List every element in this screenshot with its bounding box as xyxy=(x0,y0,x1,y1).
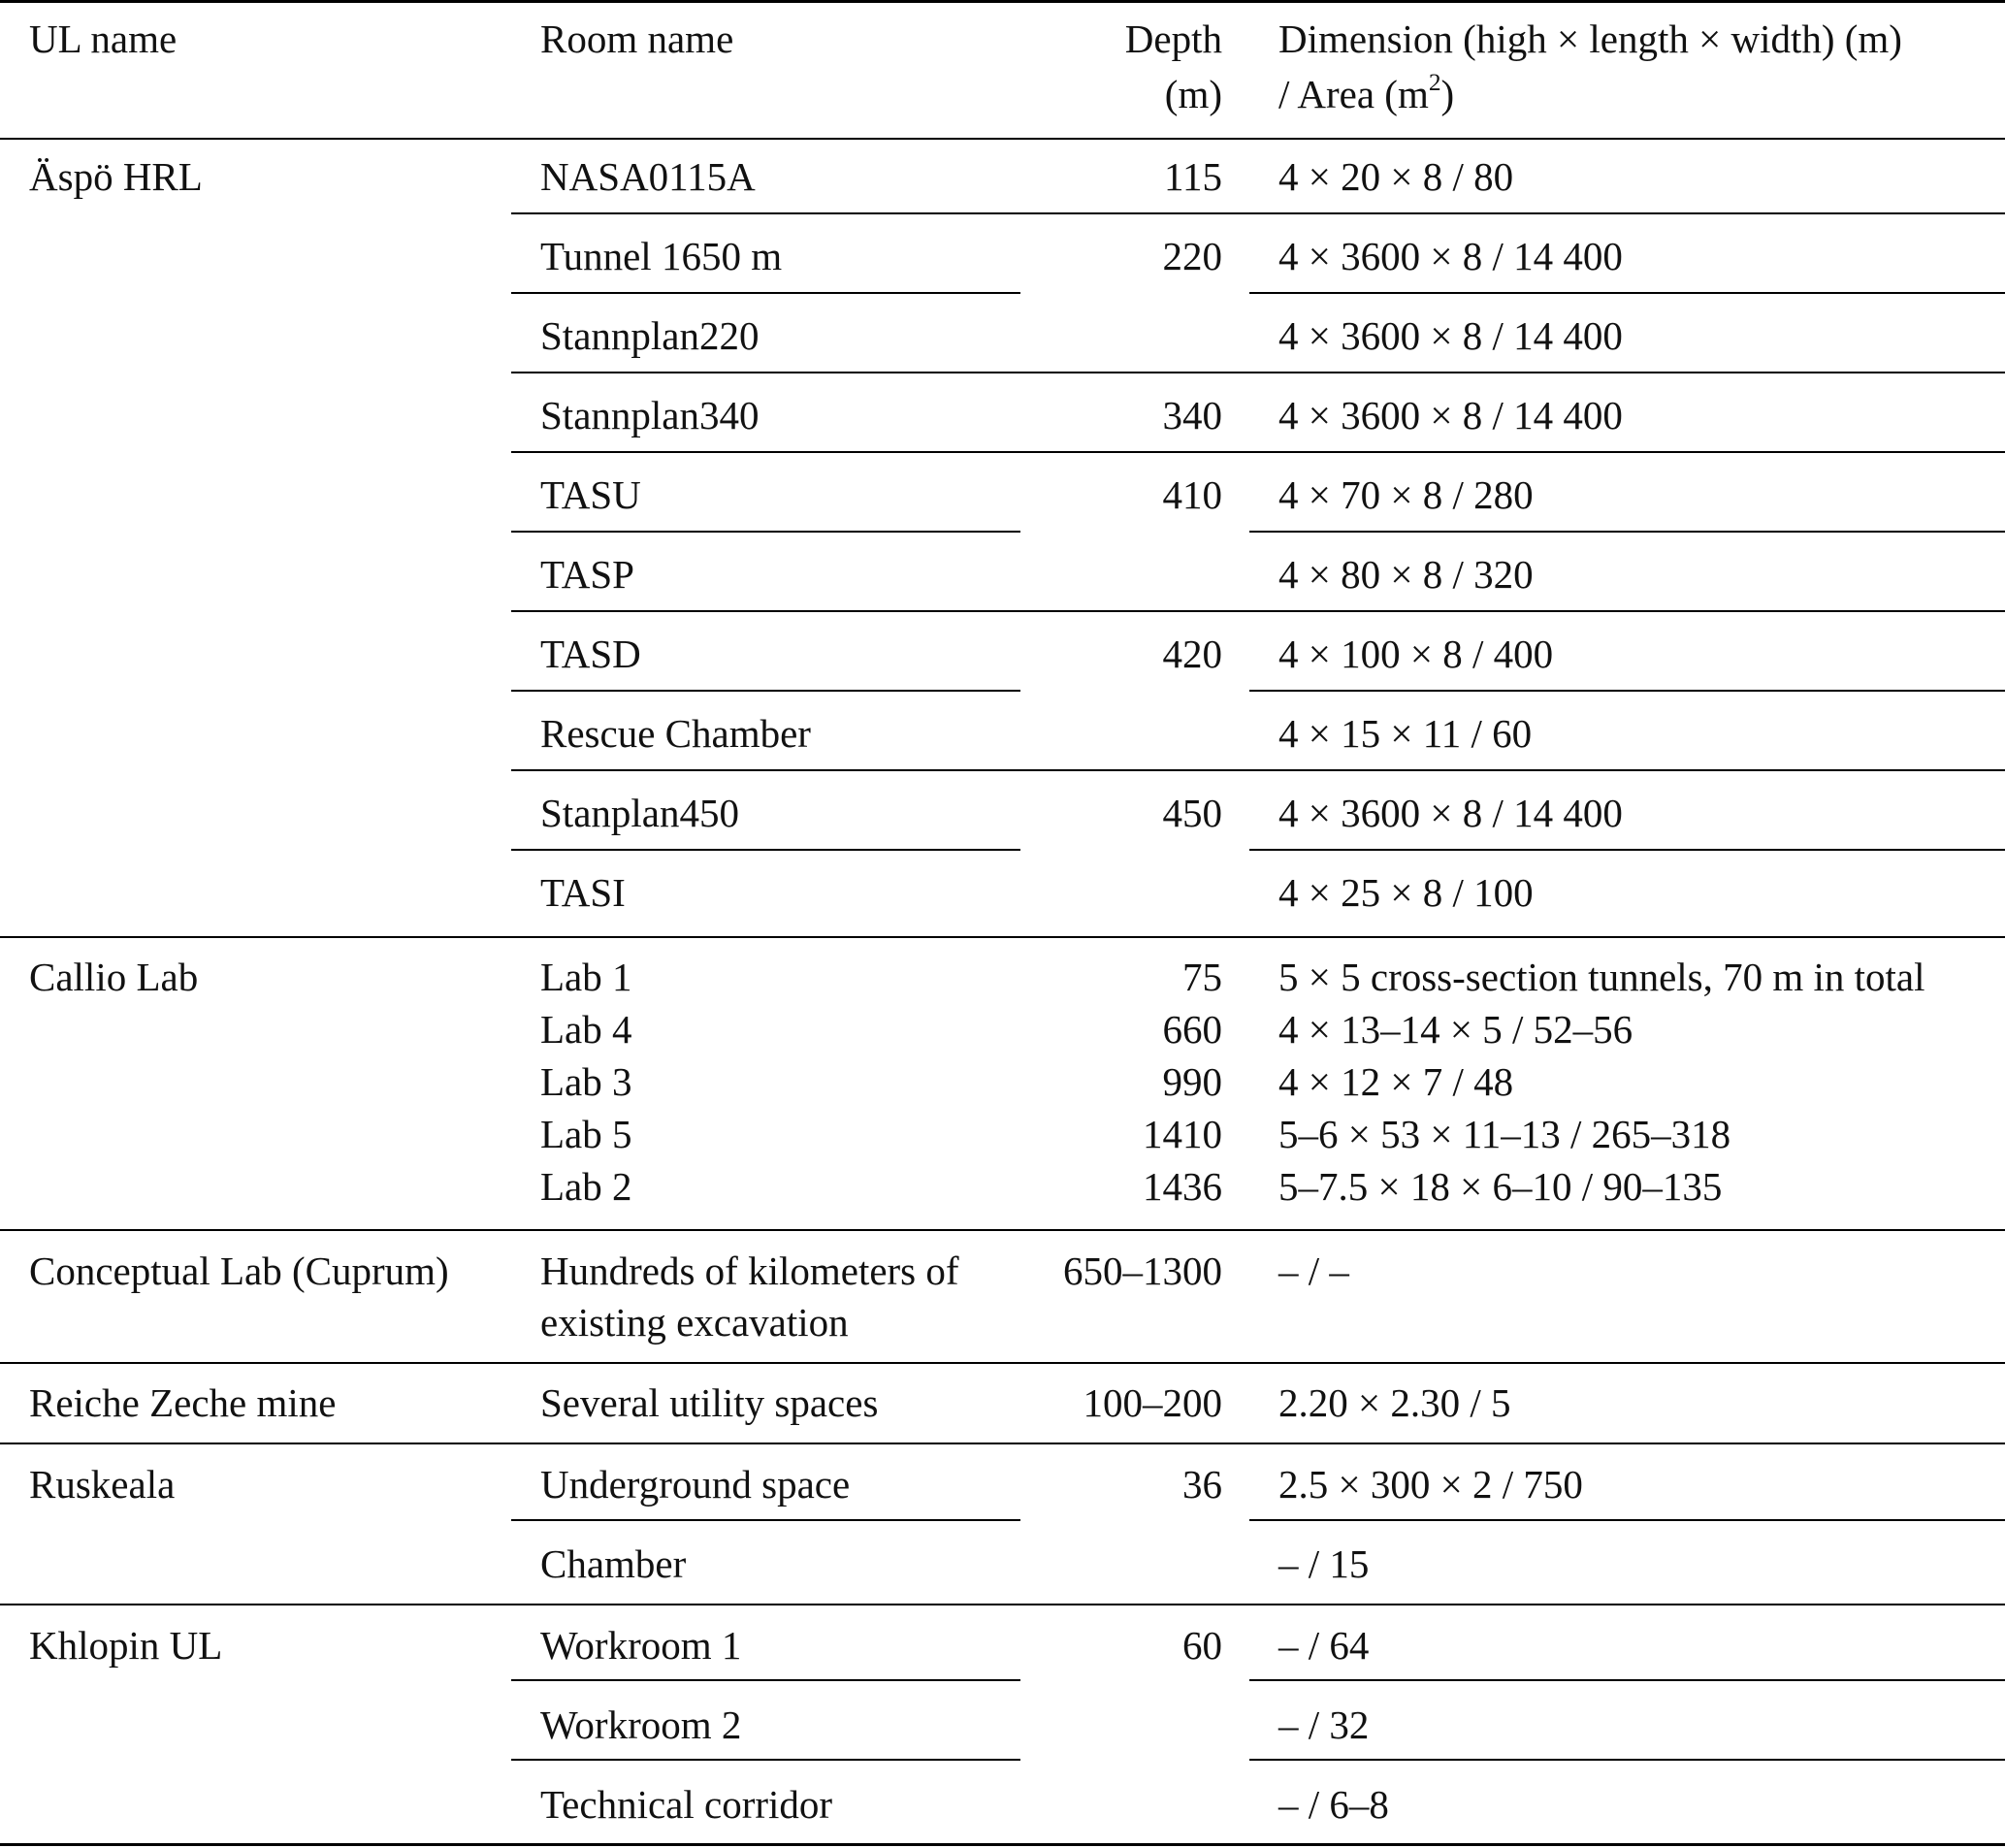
room-name: Workroom 1 xyxy=(540,1623,742,1668)
row-rule-partial xyxy=(511,1759,1020,1761)
header-depth-line2: (m) xyxy=(1164,72,1222,116)
room-name: Lab 4 xyxy=(540,1007,632,1052)
depth-value: 75 xyxy=(1182,955,1222,999)
row-rule-partial xyxy=(511,690,1020,692)
room-name: Lab 1 xyxy=(540,955,632,999)
room-name: Underground space xyxy=(540,1462,851,1507)
dimension-value: 4 × 13–14 × 5 / 52–56 xyxy=(1278,1007,1633,1052)
depth-value: 220 xyxy=(1162,234,1222,278)
room-name-line2: existing excavation xyxy=(540,1300,849,1345)
dimension-value: 4 × 12 × 7 / 48 xyxy=(1278,1059,1514,1104)
room-name: Lab 5 xyxy=(540,1112,632,1156)
room-name: Chamber xyxy=(540,1541,687,1586)
depth-value: 60 xyxy=(1182,1623,1222,1668)
room-name: Lab 2 xyxy=(540,1164,632,1209)
header-depth-line1: Depth xyxy=(1124,16,1222,61)
room-name: TASD xyxy=(540,632,641,676)
row-rule-partial xyxy=(511,1679,1020,1681)
dimension-value: 4 × 3600 × 8 / 14 400 xyxy=(1278,234,1623,278)
depth-value: 1436 xyxy=(1143,1164,1222,1209)
depth-value: 450 xyxy=(1162,791,1222,835)
row-rule-partial xyxy=(511,849,1020,851)
room-name: Stannplan220 xyxy=(540,313,760,358)
row-rule xyxy=(511,451,2005,453)
dimension-value: – / 15 xyxy=(1278,1541,1370,1586)
room-name: TASP xyxy=(540,552,634,597)
dimension-value: 4 × 3600 × 8 / 14 400 xyxy=(1278,791,1623,835)
room-name: Tunnel 1650 m xyxy=(540,234,783,278)
row-rule-partial xyxy=(1249,1519,2005,1521)
depth-value: 36 xyxy=(1182,1462,1222,1507)
dimension-value: – / – xyxy=(1278,1248,1349,1293)
room-name: Stannplan340 xyxy=(540,393,760,438)
row-rule-partial xyxy=(1249,1759,2005,1761)
row-rule-partial xyxy=(511,292,1020,294)
room-name: Workroom 2 xyxy=(540,1702,742,1747)
room-name: Rescue Chamber xyxy=(540,711,811,756)
group-rule xyxy=(0,936,2005,938)
header-ul-name: UL name xyxy=(29,16,178,61)
room-name: Stanplan450 xyxy=(540,791,739,835)
dimension-value: 4 × 25 × 8 / 100 xyxy=(1278,870,1534,915)
header-dimension-line2: / Area $(m^2)$ xyxy=(1278,68,1455,116)
dimension-value: – / 64 xyxy=(1278,1623,1370,1668)
room-name: TASU xyxy=(540,472,641,517)
depth-value: 410 xyxy=(1162,472,1222,517)
ul-name-reiche-zeche: Reiche Zeche mine xyxy=(29,1380,337,1425)
dimension-value: 4 × 80 × 8 / 320 xyxy=(1278,552,1534,597)
row-rule xyxy=(511,372,2005,373)
row-rule-partial xyxy=(1249,849,2005,851)
header-rule xyxy=(0,138,2005,140)
room-name: Several utility spaces xyxy=(540,1380,879,1425)
depth-value: 420 xyxy=(1162,632,1222,676)
depth-value: 100–200 xyxy=(1083,1380,1222,1425)
row-rule xyxy=(511,769,2005,771)
room-name: NASA0115A xyxy=(540,154,756,199)
ul-name-callio-lab: Callio Lab xyxy=(29,955,199,999)
row-rule-partial xyxy=(1249,1679,2005,1681)
dimension-value: 5 × 5 cross-section tunnels, 70 m in total xyxy=(1278,955,1925,999)
room-name: TASI xyxy=(540,870,626,915)
group-rule xyxy=(0,1443,2005,1444)
row-rule-partial xyxy=(1249,531,2005,533)
depth-value: 990 xyxy=(1162,1059,1222,1104)
ul-name-aspo-hrl: Äspö HRL xyxy=(29,154,203,199)
row-rule-partial xyxy=(1249,292,2005,294)
row-rule xyxy=(511,610,2005,612)
dimension-value: 4 × 70 × 8 / 280 xyxy=(1278,472,1534,517)
depth-value: 660 xyxy=(1162,1007,1222,1052)
header-dimension-line1: Dimension (high × length × width) (m) xyxy=(1278,16,1902,61)
dimension-value: 4 × 3600 × 8 / 14 400 xyxy=(1278,393,1623,438)
row-rule-partial xyxy=(511,531,1020,533)
table-top-rule xyxy=(0,0,2005,3)
depth-value: 340 xyxy=(1162,393,1222,438)
depth-value: 1410 xyxy=(1143,1112,1222,1156)
dimension-value: 4 × 3600 × 8 / 14 400 xyxy=(1278,313,1623,358)
dimension-value: 4 × 15 × 11 / 60 xyxy=(1278,711,1533,756)
group-rule xyxy=(0,1229,2005,1231)
room-name-line1: Hundreds of kilometers of xyxy=(540,1248,959,1293)
header-room-name: Room name xyxy=(540,16,734,61)
ul-name-ruskeala: Ruskeala xyxy=(29,1462,176,1507)
dimension-value: 2.5 × 300 × 2 / 750 xyxy=(1278,1462,1583,1507)
dimension-value: 5–7.5 × 18 × 6–10 / 90–135 xyxy=(1278,1164,1723,1209)
dimension-value: – / 32 xyxy=(1278,1702,1370,1747)
ul-name-khlopin-ul: Khlopin UL xyxy=(29,1623,223,1668)
dimension-value: 2.20 × 2.30 / 5 xyxy=(1278,1380,1511,1425)
row-rule-partial xyxy=(511,1519,1020,1521)
room-name: Technical corridor xyxy=(540,1782,833,1827)
ul-name-conceptual-lab: Conceptual Lab (Cuprum) xyxy=(29,1248,449,1293)
depth-value: 115 xyxy=(1164,154,1222,199)
dimension-value: 5–6 × 53 × 11–13 / 265–318 xyxy=(1278,1112,1731,1156)
depth-value: 650–1300 xyxy=(1063,1248,1222,1293)
group-rule xyxy=(0,1362,2005,1364)
group-rule xyxy=(0,1604,2005,1605)
dimension-value: – / 6–8 xyxy=(1278,1782,1389,1827)
dimension-value: 4 × 100 × 8 / 400 xyxy=(1278,632,1554,676)
dimension-value: 4 × 20 × 8 / 80 xyxy=(1278,154,1514,199)
row-rule-partial xyxy=(1249,690,2005,692)
row-rule xyxy=(511,212,2005,214)
table-bottom-rule xyxy=(0,1843,2005,1846)
room-name: Lab 3 xyxy=(540,1059,632,1104)
